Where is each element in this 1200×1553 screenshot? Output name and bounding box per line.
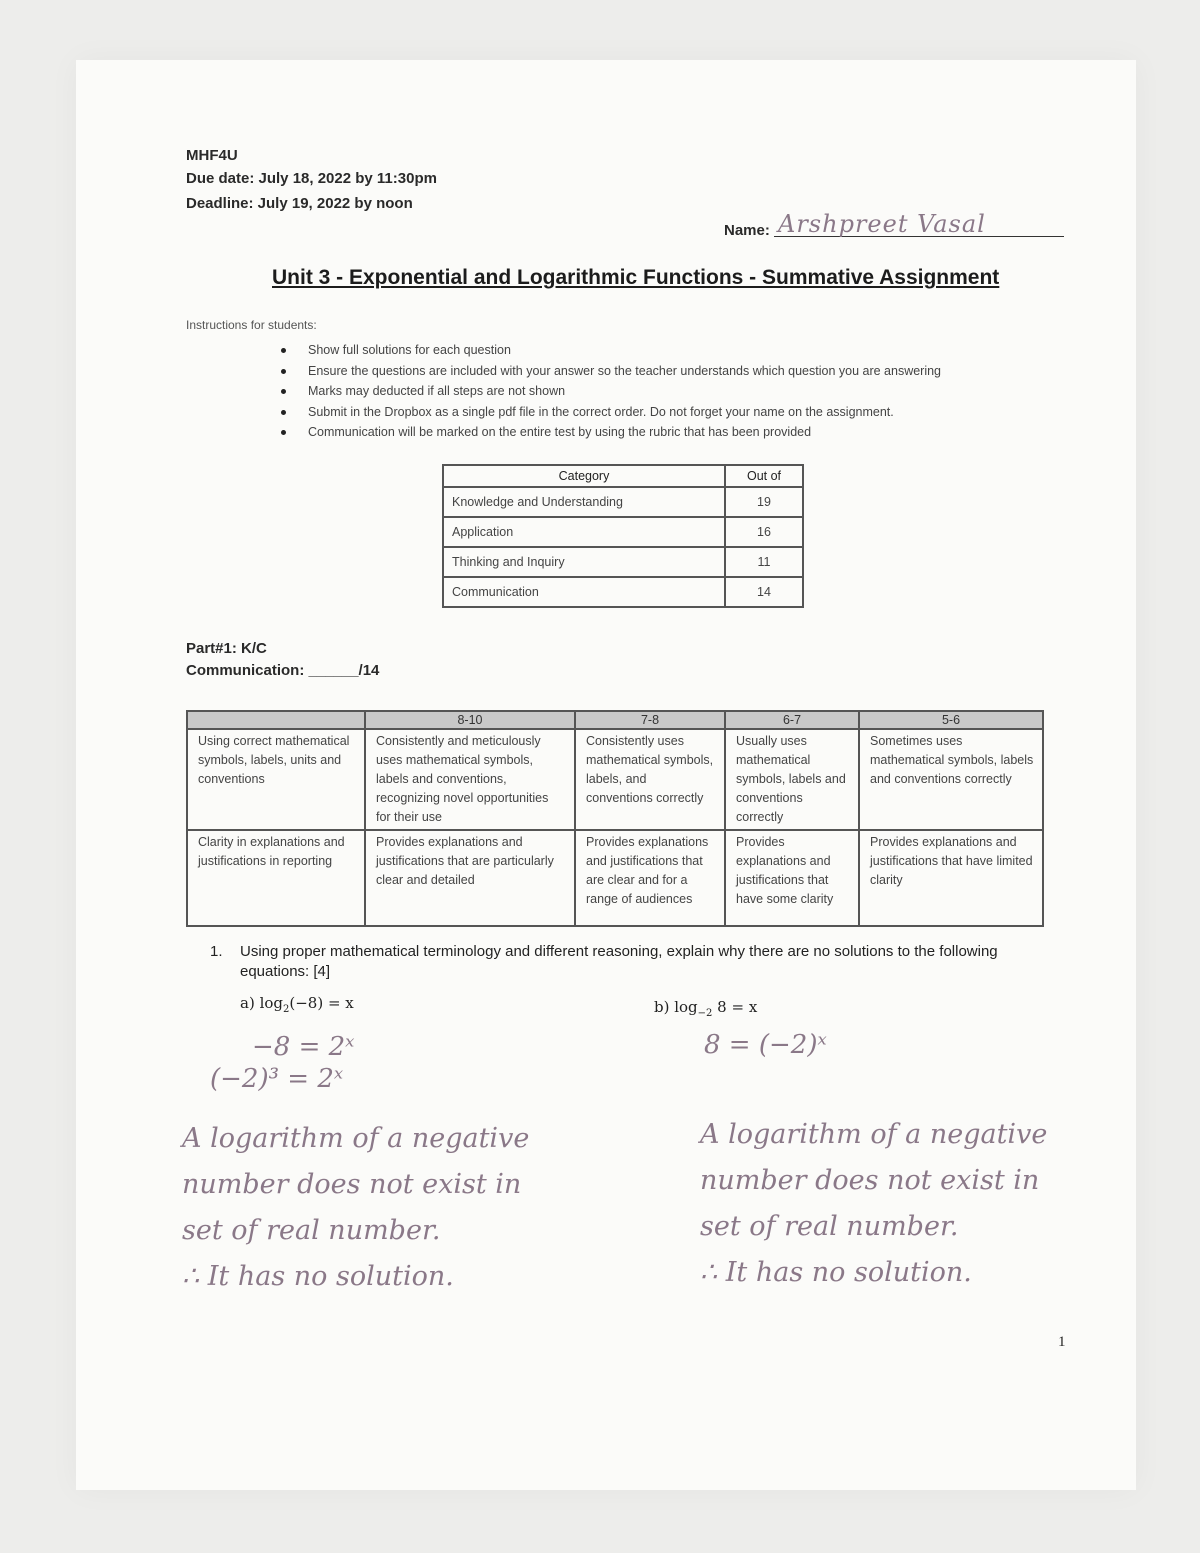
table-cell: Usually uses mathematical symbols, labels and conventions correctly [725, 729, 859, 830]
category-table [442, 464, 804, 608]
deadline: Deadline: July 19, 2022 by noon [186, 195, 413, 212]
table-cell: Provides explanations and justifications that are clear and for a range of audiences [575, 830, 725, 926]
instruction-item: Marks may deducted if all steps are not shown [281, 381, 941, 402]
communication-rubric-table [186, 710, 1044, 927]
column-header: 6-7 [725, 711, 859, 729]
table-cell: Provides explanations and justifications that have some clarity [725, 830, 859, 926]
table-cell: Provides explanations and justifications that have limited clarity [859, 830, 1043, 926]
column-header: Category [443, 465, 725, 487]
table-cell: Thinking and Inquiry [443, 547, 725, 577]
answer-a-step-2: (−2)³ = 2ˣ [210, 1064, 344, 1094]
column-header: 5-6 [859, 711, 1043, 729]
table-header-row [187, 711, 1043, 729]
assignment-page [76, 60, 1136, 1490]
column-header: Out of [725, 465, 803, 487]
table-row [443, 577, 803, 607]
answer-a-step-1: −8 = 2ˣ [252, 1032, 355, 1062]
answer-b-explanation: A logarithm of a negative number does not exist in set of real number. ∴ It has no solution. [700, 1119, 1048, 1288]
table-cell: Consistently and meticulously uses mathematical symbols, labels and conventions, recognizing novel opportunities for their use [365, 729, 575, 830]
communication-score-label: Communication: ______/14 [186, 662, 380, 679]
table-cell: Consistently uses mathematical symbols, labels, and conventions correctly [575, 729, 725, 830]
question-1b-equation: b) $\log_{-2} 8 = x$ [654, 998, 758, 1019]
table-row [443, 517, 803, 547]
instruction-item: Submit in the Dropbox as a single pdf file in the correct order. Do not forget your name on the assignment. [281, 402, 941, 423]
part-heading [186, 638, 379, 682]
table-row [187, 830, 1043, 926]
table-cell: 11 [725, 547, 803, 577]
table-cell: 16 [725, 517, 803, 547]
column-header: 7-8 [575, 711, 725, 729]
course-code: MHF4U [186, 147, 238, 164]
page-number: 1 [1058, 1334, 1066, 1350]
table-cell: Provides explanations and justifications that are particularly clear and detailed [365, 830, 575, 926]
instructions-heading: Instructions for students: [186, 318, 317, 332]
instruction-item: Communication will be marked on the entire test by using the rubric that has been provided [281, 422, 941, 443]
column-header: 8-10 [365, 711, 575, 729]
instruction-item: Show full solutions for each question [281, 340, 941, 361]
page-title: Unit 3 - Exponential and Logarithmic Functions - Summative Assignment [272, 266, 1000, 289]
question-1a-equation: a) $\log_2(-8) = x$ [240, 994, 354, 1015]
table-row [187, 729, 1043, 830]
table-cell: Using correct mathematical symbols, labels, units and conventions [187, 729, 365, 830]
question-number: 1. [210, 943, 223, 960]
table-cell: Clarity in explanations and justifications in reporting [187, 830, 365, 926]
column-header [187, 711, 365, 729]
instructions-list [281, 340, 941, 443]
student-name: Arshpreet Vasal [778, 210, 986, 238]
table-cell: Communication [443, 577, 725, 607]
due-date: Due date: July 18, 2022 by 11:30pm [186, 170, 437, 187]
table-header-row [443, 465, 803, 487]
answer-b-step-1: 8 = (−2)ˣ [704, 1030, 827, 1060]
instruction-item: Ensure the questions are included with your answer so the teacher understands which question you are answering [281, 361, 941, 382]
question-1 [210, 942, 1050, 982]
table-cell: Application [443, 517, 725, 547]
part-title: Part#1: K/C [186, 640, 267, 657]
table-cell: 19 [725, 487, 803, 517]
table-row [443, 547, 803, 577]
answer-a-explanation: A logarithm of a negative number does not exist in set of real number. ∴ It has no solution. [182, 1123, 530, 1292]
table-row [443, 487, 803, 517]
table-cell: Knowledge and Understanding [443, 487, 725, 517]
question-text: Using proper mathematical terminology and different reasoning, explain why there are no solutions to the following equations: [4] [240, 943, 998, 980]
table-cell: Sometimes uses mathematical symbols, labels and conventions correctly [859, 729, 1043, 830]
name-label: Name: [724, 222, 770, 239]
table-cell: 14 [725, 577, 803, 607]
